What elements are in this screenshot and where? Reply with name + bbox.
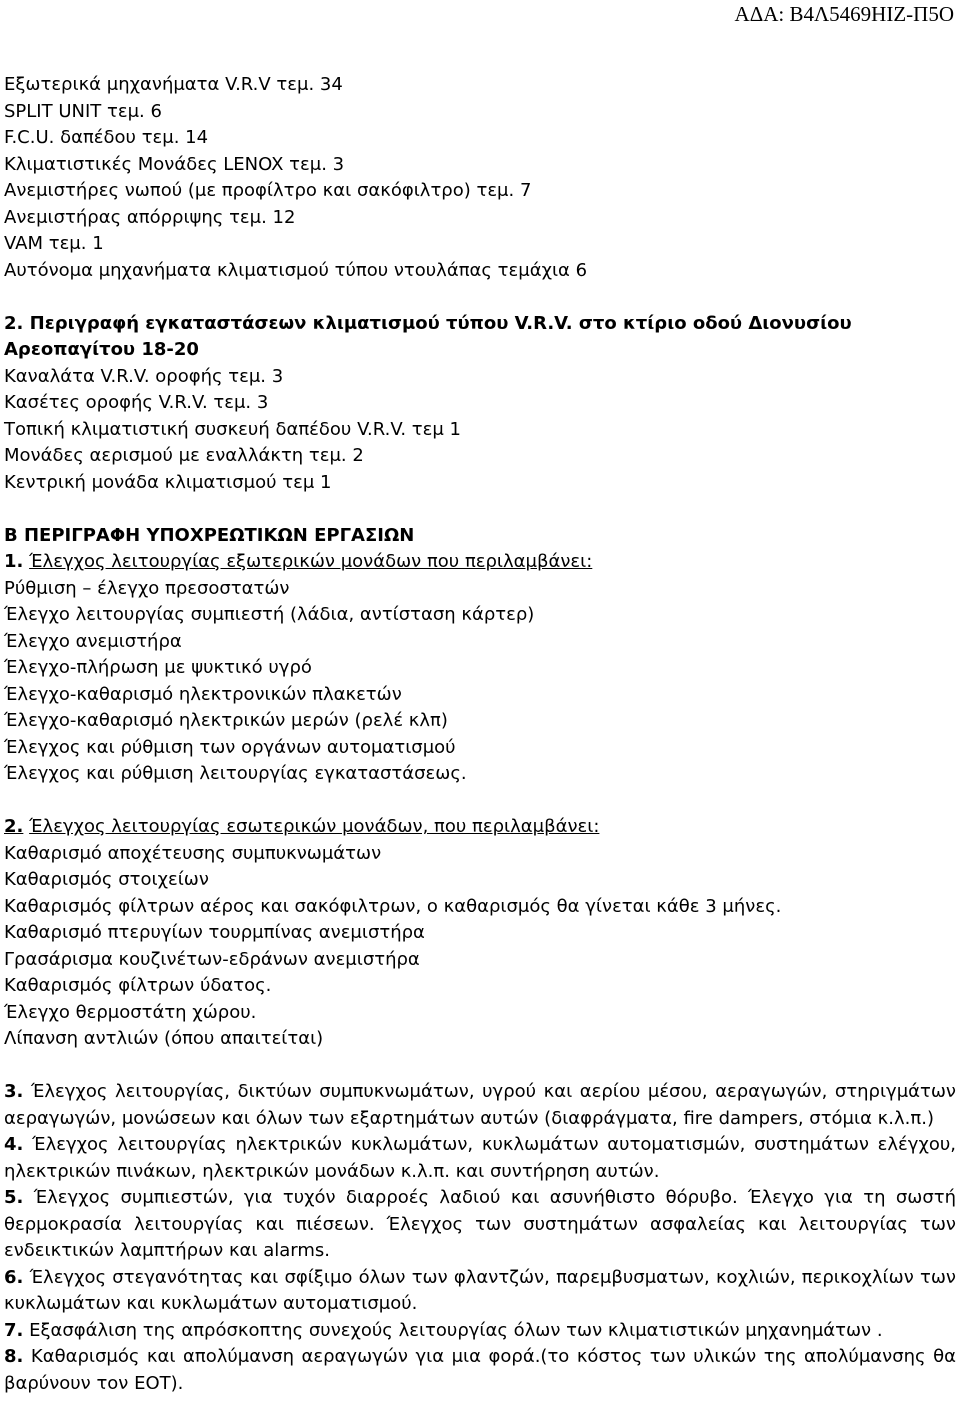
document-body — [4, 72, 956, 1397]
equipment-item: Εξωτερικά μηχανήματα V.R.V τεμ. 34 — [4, 74, 343, 95]
task-7 — [4, 1318, 956, 1345]
section-2-item: Καναλάτα V.R.V. οροφής τεμ. 3 — [4, 365, 284, 387]
task-1-number: 1. — [4, 551, 24, 572]
equipment-item: Ανεμιστήρας απόρριψης τεμ. 12 — [4, 206, 296, 228]
task-1-item: Ρύθμιση – έλεγχο πρεσοστατών — [4, 577, 290, 599]
task-1 — [4, 549, 956, 788]
task-3-number: 3. — [4, 1081, 24, 1102]
task-4-text: Έλεγχος λειτουργίας ηλεκτρικών κυκλωμάτων, κυκλωμάτων αυτοματισμών, συστημάτων ελέγχου, ηλεκτρικών πινάκων, ηλεκτρικών μονάδων κ.λ.π. και συντήρηση αυτών. — [4, 1134, 956, 1182]
task-7-text: Εξασφάλιση της απρόσκοπτης συνεχούς λειτουργίας όλων των κλιματιστικών μηχανημάτων . — [23, 1319, 883, 1341]
equipment-list — [4, 72, 956, 284]
task-1-item: Έλεγχο-καθαρισμό ηλεκτρικών μερών (ρελέ κλπ) — [4, 710, 448, 731]
equipment-item: VAM τεμ. 1 — [4, 233, 104, 254]
task-5-text: Έλεγχος συμπιεστών, για τυχόν διαρροές λαδιού και ασυνήθιστο θόρυβο. Έλεγχο για τη σωστή θερμοκρασία λειτουργίας και πιέσεων. Έλεγχος των συστημάτων ασφαλείας και λειτουργίας των ενδεικτικών λαμπτήρων και alarms. — [4, 1187, 956, 1261]
task-2-item: Καθαρισμός φίλτρων αέρος και σακόφιλτρων, ο καθαρισμός θα γίνεται κάθε 3 μήνες. — [4, 895, 782, 917]
task-1-item: Έλεγχο-πλήρωση με ψυκτικό υγρό — [4, 657, 312, 678]
equipment-item: Αυτόνομα μηχανήματα κλιματισμού τύπου ντουλάπας τεμάχια 6 — [4, 259, 588, 281]
equipment-item: SPLIT UNIT τεμ. 6 — [4, 100, 162, 122]
section-2-title: 2. Περιγραφή εγκαταστάσεων κλιματισμού τύπου V.R.V. στο κτίριο οδού Διονυσίου — [4, 312, 852, 334]
task-1-item: Έλεγχο ανεμιστήρα — [4, 630, 182, 652]
task-2 — [4, 814, 956, 1053]
section-2 — [4, 311, 956, 497]
section-2-item: Κασέτες οροφής V.R.V. τεμ. 3 — [4, 392, 269, 413]
task-1-item: Έλεγχο-καθαρισμό ηλεκτρονικών πλακετών — [4, 683, 402, 705]
task-3 — [4, 1079, 956, 1132]
equipment-item: Ανεμιστήρες νωπού (με προφίλτρο και σακόφιλτρο) τεμ. 7 — [4, 180, 532, 201]
task-1-item: Έλεγχος και ρύθμιση των οργάνων αυτοματισμού — [4, 736, 456, 758]
section-b-title: Β ΠΕΡΙΓΡΑΦΗ ΥΠΟΧΡΕΩΤΙΚΩΝ ΕΡΓΑΣΙΩΝ — [4, 524, 415, 546]
section-2-item: Τοπική κλιματιστική συσκευή δαπέδου V.R.V. τεμ 1 — [4, 418, 461, 440]
task-4-number: 4. — [4, 1134, 24, 1155]
task-2-item: Καθαρισμός στοιχείων — [4, 869, 209, 890]
task-2-item: Καθαρισμό πτερυγίων τουρμπίνας ανεμιστήρα — [4, 922, 425, 943]
task-1-item: Έλεγχο λειτουργίας συμπιεστή (λάδια, αντίσταση κάρτερ) — [4, 604, 535, 625]
task-6 — [4, 1265, 956, 1318]
task-2-item: Καθαρισμός φίλτρων ύδατος. — [4, 975, 272, 996]
task-3-text: Έλεγχος λειτουργίας, δικτύων συμπυκνωμάτων, υγρού και αερίου μέσου, αεραγωγών, στηριγμάτων αεραγωγών, μονώσεων και όλων των εξαρτημάτων αυτών (διαφράγματα, fire dampers, στόμια κ.λ.π.) — [4, 1081, 956, 1129]
task-2-number: 2. — [4, 816, 24, 837]
task-2-heading: Έλεγχος λειτουργίας εσωτερικών μονάδων, που περιλαμβάνει: — [29, 816, 600, 837]
task-6-number: 6. — [4, 1266, 24, 1288]
equipment-item: Κλιματιστικές Μονάδες LENOX τεμ. 3 — [4, 153, 345, 175]
task-8 — [4, 1344, 956, 1397]
task-6-text: Έλεγχος στεγανότητας και σφίξιμο όλων των φλαντζών, παρεμβυσματων, κοχλιών, περικοχλίων των κυκλωμάτων και κυκλωμάτων αυτοματισμού. — [4, 1266, 956, 1314]
task-4 — [4, 1132, 956, 1185]
task-2-item: Λίπανση αντλιών (όπου απαιτείται) — [4, 1028, 324, 1049]
task-7-number: 7. — [4, 1319, 24, 1341]
equipment-item: F.C.U. δαπέδου τεμ. 14 — [4, 127, 209, 148]
tasks-3-to-8 — [4, 1079, 956, 1397]
task-1-item: Έλεγχος και ρύθμιση λειτουργίας εγκαταστάσεως. — [4, 763, 467, 784]
task-2-item: Έλεγχο θερμοστάτη χώρου. — [4, 1001, 257, 1023]
task-2-item: Καθαρισμό αποχέτευσης συμπυκνωμάτων — [4, 842, 382, 864]
ada-code: ΑΔΑ: Β4Λ5469ΗΙΖ-Π5Ο — [734, 2, 954, 26]
task-2-item: Γρασάρισμα κουζινέτων-εδράνων ανεμιστήρα — [4, 948, 420, 970]
task-5-number: 5. — [4, 1187, 24, 1208]
task-8-number: 8. — [4, 1346, 24, 1367]
task-5 — [4, 1185, 956, 1265]
task-8-text: Καθαρισμός και απολύμανση αεραγωγών για μια φορά.(το κόστος των υλικών της απολύμανσης θα βαρύνουν τον ΕΟΤ). — [4, 1346, 956, 1394]
section-2-item: Μονάδες αερισμού με εναλλάκτη τεμ. 2 — [4, 445, 364, 466]
section-2-item: Κεντρική μονάδα κλιματισμού τεμ 1 — [4, 471, 332, 493]
task-1-heading: Έλεγχος λειτουργίας εξωτερικών μονάδων που περιλαμβάνει: — [29, 551, 593, 572]
section-2-title-cont: Αρεοπαγίτου 18-20 — [4, 339, 199, 360]
